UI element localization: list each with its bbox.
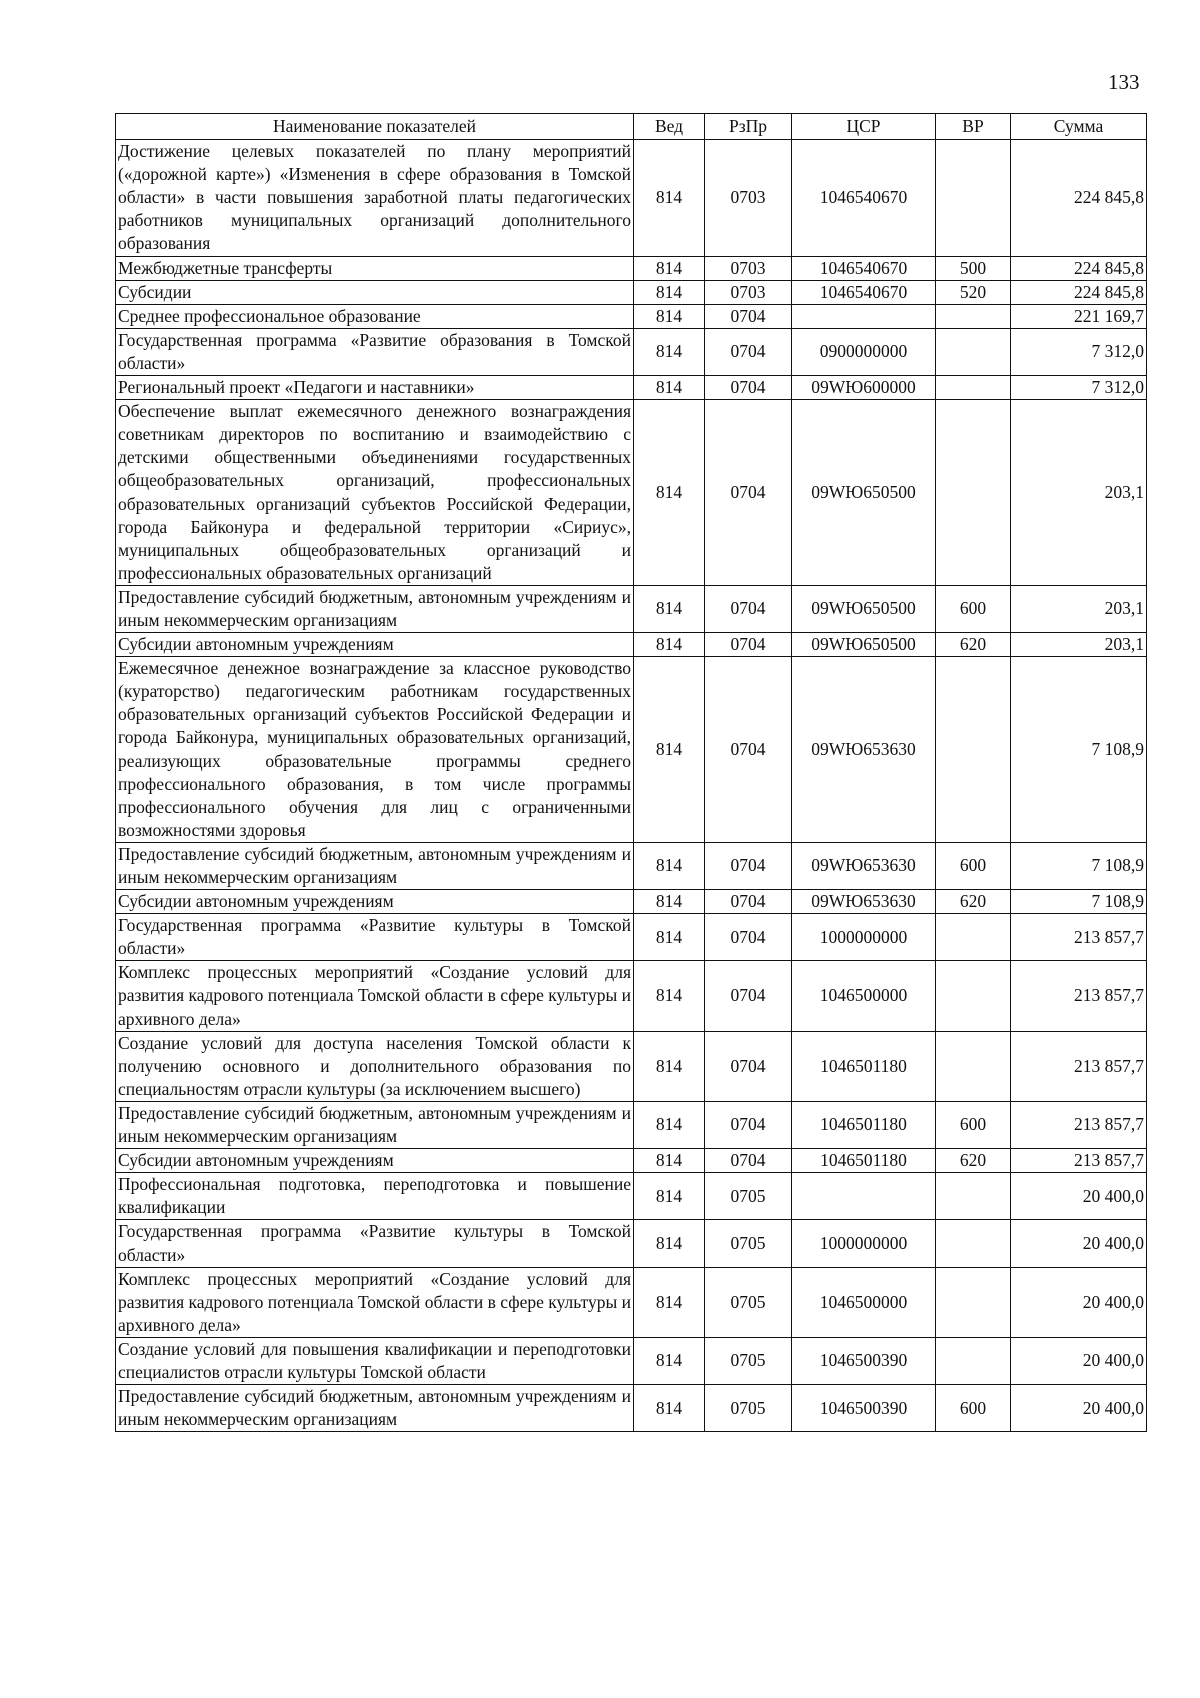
cell-vr bbox=[936, 1337, 1011, 1384]
header-sum: Сумма bbox=[1011, 114, 1147, 140]
cell-name: Среднее профессиональное образование bbox=[116, 304, 634, 328]
cell-rzpr: 0705 bbox=[705, 1337, 792, 1384]
cell-vr: 600 bbox=[936, 585, 1011, 632]
cell-ved: 814 bbox=[634, 1149, 705, 1173]
cell-sum: 7 108,9 bbox=[1011, 842, 1147, 889]
cell-vr bbox=[936, 914, 1011, 961]
header-rzpr: РзПр bbox=[705, 114, 792, 140]
cell-name: Межбюджетные трансферты bbox=[116, 256, 634, 280]
header-vr: ВР bbox=[936, 114, 1011, 140]
cell-vr: 600 bbox=[936, 1385, 1011, 1432]
table-row bbox=[116, 1031, 1147, 1101]
cell-name: Создание условий для доступа населения Томской области к получению основного и дополнительного образования по специальностям отрасли культуры (за исключением высшего) bbox=[116, 1031, 634, 1101]
cell-name: Достижение целевых показателей по плану мероприятий («дорожной карте») «Изменения в сфере образования в Томской области» в части повышения заработной платы педагогических работников муниципальных организаций дополнительного образования bbox=[116, 140, 634, 256]
cell-rzpr: 0704 bbox=[705, 304, 792, 328]
cell-ved: 814 bbox=[634, 1173, 705, 1220]
cell-csr: 09WЮ653630 bbox=[792, 890, 936, 914]
cell-sum: 7 312,0 bbox=[1011, 376, 1147, 400]
cell-csr: 1046540670 bbox=[792, 256, 936, 280]
cell-sum: 203,1 bbox=[1011, 400, 1147, 586]
cell-sum: 213 857,7 bbox=[1011, 914, 1147, 961]
table-row bbox=[116, 842, 1147, 889]
cell-sum: 221 169,7 bbox=[1011, 304, 1147, 328]
cell-sum: 203,1 bbox=[1011, 585, 1147, 632]
table-row bbox=[116, 400, 1147, 586]
cell-sum: 20 400,0 bbox=[1011, 1337, 1147, 1384]
cell-name: Обеспечение выплат ежемесячного денежного вознаграждения советникам директоров по воспитанию и взаимодействию с детскими общественными объединениями государственных общеобразовательных организаций, профессиональных образовательных организаций субъектов Российской Федерации, города Байконура и федеральной территории «Сириус», муниципальных общеобразовательных организаций и профессиональных образовательных организаций bbox=[116, 400, 634, 586]
cell-sum: 224 845,8 bbox=[1011, 280, 1147, 304]
table-row bbox=[116, 1149, 1147, 1173]
cell-name: Ежемесячное денежное вознаграждение за классное руководство (кураторство) педагогическим работникам государственных образовательных организаций субъектов Российской Федерации и города Байконура, муниципальных образовательных организаций, реализующих образовательные программы среднего профессионального образования, в том числе программы профессионального обучения для лиц с ограниченными возможностями здоровья bbox=[116, 657, 634, 843]
cell-ved: 814 bbox=[634, 376, 705, 400]
cell-name: Предоставление субсидий бюджетным, автономным учреждениям и иным некоммерческим организациям bbox=[116, 585, 634, 632]
table-row bbox=[116, 376, 1147, 400]
budget-table bbox=[115, 113, 1147, 1432]
cell-vr: 620 bbox=[936, 1149, 1011, 1173]
cell-rzpr: 0705 bbox=[705, 1267, 792, 1337]
cell-ved: 814 bbox=[634, 140, 705, 256]
table-row bbox=[116, 890, 1147, 914]
page-number: 133 bbox=[1108, 70, 1140, 94]
cell-vr: 520 bbox=[936, 280, 1011, 304]
table-row bbox=[116, 1267, 1147, 1337]
cell-csr: 09WЮ653630 bbox=[792, 657, 936, 843]
cell-rzpr: 0704 bbox=[705, 1149, 792, 1173]
cell-sum: 203,1 bbox=[1011, 633, 1147, 657]
cell-name: Региональный проект «Педагоги и наставники» bbox=[116, 376, 634, 400]
cell-name: Государственная программа «Развитие культуры в Томской области» bbox=[116, 914, 634, 961]
table-row bbox=[116, 256, 1147, 280]
cell-rzpr: 0703 bbox=[705, 280, 792, 304]
cell-vr bbox=[936, 1031, 1011, 1101]
table-row bbox=[116, 1385, 1147, 1432]
cell-csr: 09WЮ650500 bbox=[792, 633, 936, 657]
cell-vr bbox=[936, 1267, 1011, 1337]
table-row bbox=[116, 633, 1147, 657]
cell-vr: 600 bbox=[936, 1101, 1011, 1148]
cell-rzpr: 0704 bbox=[705, 657, 792, 843]
cell-name: Предоставление субсидий бюджетным, автономным учреждениям и иным некоммерческим организациям bbox=[116, 1385, 634, 1432]
cell-ved: 814 bbox=[634, 890, 705, 914]
table-row bbox=[116, 585, 1147, 632]
table-body bbox=[116, 140, 1147, 1432]
cell-csr: 1046501180 bbox=[792, 1149, 936, 1173]
cell-rzpr: 0704 bbox=[705, 633, 792, 657]
cell-ved: 814 bbox=[634, 1337, 705, 1384]
cell-rzpr: 0703 bbox=[705, 256, 792, 280]
cell-name: Государственная программа «Развитие образования в Томской области» bbox=[116, 328, 634, 375]
table-row bbox=[116, 914, 1147, 961]
cell-rzpr: 0704 bbox=[705, 842, 792, 889]
cell-vr bbox=[936, 657, 1011, 843]
cell-csr: 09WЮ653630 bbox=[792, 842, 936, 889]
cell-rzpr: 0704 bbox=[705, 376, 792, 400]
table-row bbox=[116, 1220, 1147, 1267]
cell-rzpr: 0704 bbox=[705, 585, 792, 632]
cell-csr: 1046540670 bbox=[792, 140, 936, 256]
cell-csr: 09WЮ650500 bbox=[792, 585, 936, 632]
cell-sum: 213 857,7 bbox=[1011, 1149, 1147, 1173]
cell-sum: 20 400,0 bbox=[1011, 1220, 1147, 1267]
cell-sum: 213 857,7 bbox=[1011, 1101, 1147, 1148]
table-row bbox=[116, 304, 1147, 328]
cell-ved: 814 bbox=[634, 280, 705, 304]
cell-ved: 814 bbox=[634, 1267, 705, 1337]
cell-ved: 814 bbox=[634, 657, 705, 843]
cell-sum: 7 312,0 bbox=[1011, 328, 1147, 375]
cell-vr: 620 bbox=[936, 633, 1011, 657]
cell-csr: 1000000000 bbox=[792, 1220, 936, 1267]
cell-csr: 1046500000 bbox=[792, 961, 936, 1031]
cell-ved: 814 bbox=[634, 304, 705, 328]
cell-rzpr: 0705 bbox=[705, 1173, 792, 1220]
cell-name: Субсидии bbox=[116, 280, 634, 304]
cell-name: Предоставление субсидий бюджетным, автономным учреждениям и иным некоммерческим организациям bbox=[116, 1101, 634, 1148]
cell-vr: 600 bbox=[936, 842, 1011, 889]
cell-csr: 0900000000 bbox=[792, 328, 936, 375]
cell-sum: 224 845,8 bbox=[1011, 256, 1147, 280]
cell-vr: 500 bbox=[936, 256, 1011, 280]
cell-vr bbox=[936, 376, 1011, 400]
cell-ved: 814 bbox=[634, 1385, 705, 1432]
cell-ved: 814 bbox=[634, 585, 705, 632]
cell-rzpr: 0704 bbox=[705, 1031, 792, 1101]
cell-name: Субсидии автономным учреждениям bbox=[116, 890, 634, 914]
table-row bbox=[116, 657, 1147, 843]
cell-sum: 20 400,0 bbox=[1011, 1385, 1147, 1432]
cell-name: Комплекс процессных мероприятий «Создание условий для развития кадрового потенциала Томской области в сфере культуры и архивного дела» bbox=[116, 1267, 634, 1337]
cell-csr: 1046500000 bbox=[792, 1267, 936, 1337]
header-ved: Вед bbox=[634, 114, 705, 140]
cell-vr bbox=[936, 140, 1011, 256]
header-name: Наименование показателей bbox=[116, 114, 634, 140]
cell-ved: 814 bbox=[634, 328, 705, 375]
cell-ved: 814 bbox=[634, 1220, 705, 1267]
cell-csr bbox=[792, 304, 936, 328]
cell-csr: 1046500390 bbox=[792, 1337, 936, 1384]
cell-csr bbox=[792, 1173, 936, 1220]
header-csr: ЦСР bbox=[792, 114, 936, 140]
cell-rzpr: 0704 bbox=[705, 400, 792, 586]
table-row bbox=[116, 961, 1147, 1031]
cell-ved: 814 bbox=[634, 914, 705, 961]
cell-rzpr: 0705 bbox=[705, 1385, 792, 1432]
cell-csr: 1046540670 bbox=[792, 280, 936, 304]
cell-rzpr: 0704 bbox=[705, 961, 792, 1031]
table-row bbox=[116, 140, 1147, 256]
cell-rzpr: 0704 bbox=[705, 890, 792, 914]
cell-ved: 814 bbox=[634, 400, 705, 586]
cell-rzpr: 0705 bbox=[705, 1220, 792, 1267]
cell-vr bbox=[936, 328, 1011, 375]
table-row bbox=[116, 1101, 1147, 1148]
cell-vr bbox=[936, 961, 1011, 1031]
cell-ved: 814 bbox=[634, 1031, 705, 1101]
cell-name: Профессиональная подготовка, переподготовка и повышение квалификации bbox=[116, 1173, 634, 1220]
cell-sum: 20 400,0 bbox=[1011, 1267, 1147, 1337]
cell-rzpr: 0704 bbox=[705, 1101, 792, 1148]
cell-name: Государственная программа «Развитие культуры в Томской области» bbox=[116, 1220, 634, 1267]
cell-name: Комплекс процессных мероприятий «Создание условий для развития кадрового потенциала Томской области в сфере культуры и архивного дела» bbox=[116, 961, 634, 1031]
cell-rzpr: 0704 bbox=[705, 328, 792, 375]
cell-vr bbox=[936, 1173, 1011, 1220]
cell-rzpr: 0704 bbox=[705, 914, 792, 961]
table-row bbox=[116, 328, 1147, 375]
cell-csr: 1046501180 bbox=[792, 1031, 936, 1101]
cell-ved: 814 bbox=[634, 1101, 705, 1148]
cell-vr bbox=[936, 304, 1011, 328]
cell-ved: 814 bbox=[634, 961, 705, 1031]
table-row bbox=[116, 1173, 1147, 1220]
cell-ved: 814 bbox=[634, 842, 705, 889]
cell-csr: 1000000000 bbox=[792, 914, 936, 961]
cell-ved: 814 bbox=[634, 256, 705, 280]
cell-vr bbox=[936, 1220, 1011, 1267]
cell-rzpr: 0703 bbox=[705, 140, 792, 256]
cell-sum: 224 845,8 bbox=[1011, 140, 1147, 256]
cell-sum: 213 857,7 bbox=[1011, 1031, 1147, 1101]
cell-name: Субсидии автономным учреждениям bbox=[116, 1149, 634, 1173]
cell-ved: 814 bbox=[634, 633, 705, 657]
table-row bbox=[116, 280, 1147, 304]
cell-sum: 213 857,7 bbox=[1011, 961, 1147, 1031]
cell-sum: 20 400,0 bbox=[1011, 1173, 1147, 1220]
table-row bbox=[116, 1337, 1147, 1384]
cell-name: Предоставление субсидий бюджетным, автономным учреждениям и иным некоммерческим организациям bbox=[116, 842, 634, 889]
cell-vr bbox=[936, 400, 1011, 586]
cell-csr: 1046500390 bbox=[792, 1385, 936, 1432]
cell-csr: 1046501180 bbox=[792, 1101, 936, 1148]
cell-csr: 09WЮ650500 bbox=[792, 400, 936, 586]
cell-sum: 7 108,9 bbox=[1011, 657, 1147, 843]
cell-name: Создание условий для повышения квалификации и переподготовки специалистов отрасли культуры Томской области bbox=[116, 1337, 634, 1384]
cell-vr: 620 bbox=[936, 890, 1011, 914]
table-header-row bbox=[116, 114, 1147, 140]
cell-name: Субсидии автономным учреждениям bbox=[116, 633, 634, 657]
cell-csr: 09WЮ600000 bbox=[792, 376, 936, 400]
cell-sum: 7 108,9 bbox=[1011, 890, 1147, 914]
